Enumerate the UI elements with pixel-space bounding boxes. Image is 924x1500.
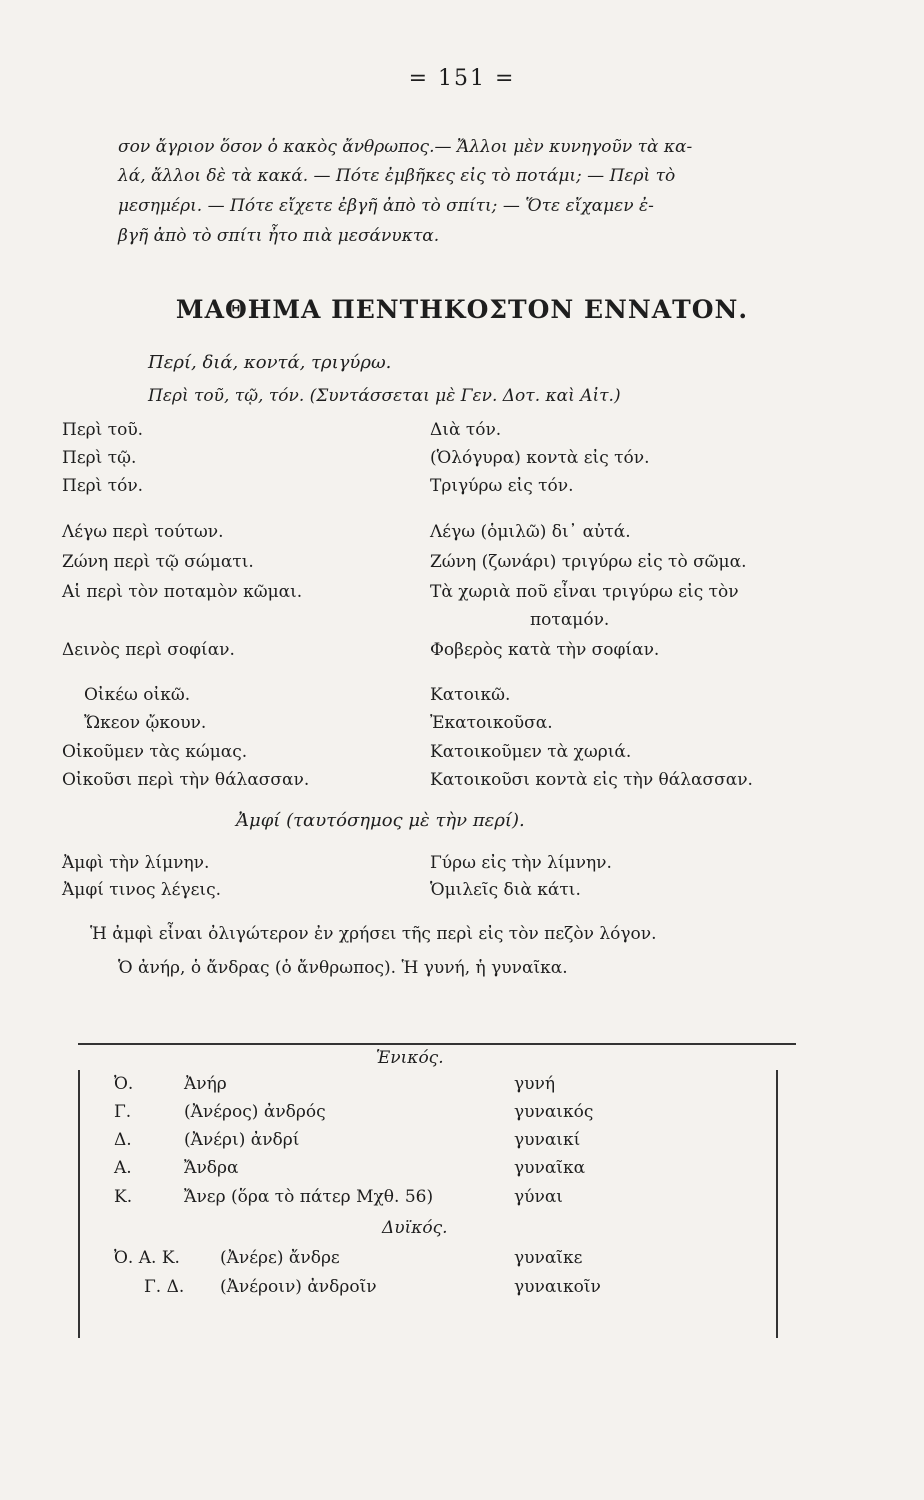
masculine-form: Ἄνερ (ὅρα τὸ πάτερ Μχθ. 56) bbox=[184, 1187, 434, 1207]
phrase-left: Ζώνη περὶ τῷ σώματι. bbox=[62, 552, 254, 572]
phrase-left: Περὶ τόν. bbox=[62, 476, 144, 496]
phrase-left: Ἀμφὶ τὴν λίμνην. bbox=[62, 853, 210, 873]
phrase-right: Κατοικῶ. bbox=[430, 685, 511, 705]
phrase-left: Αἱ περὶ τὸν ποταμὸν κῶμαι. bbox=[62, 582, 303, 602]
masculine-form: (Ἀνέρι) ἀνδρί bbox=[184, 1130, 300, 1150]
feminine-form: γυναικί bbox=[514, 1130, 581, 1150]
table-heading-dual: Δυϊκός. bbox=[382, 1218, 448, 1238]
topic-line: Περί, διά, κοντά, τριγύρω. bbox=[148, 352, 392, 373]
table-top-rule bbox=[78, 1043, 796, 1045]
topic-line: Περὶ τοῦ, τῷ, τόν. (Συντάσσεται μὲ Γεν. Δοτ. καὶ Αἰτ.) bbox=[148, 386, 621, 406]
masculine-form: Ἀνήρ bbox=[184, 1074, 227, 1094]
phrase-right: Λέγω (ὁμιλῶ) δι᾽ αὐτά. bbox=[430, 522, 631, 542]
phrase-left: Οἰκοῦσι περὶ τὴν θάλασσαν. bbox=[62, 770, 310, 790]
phrase-right: Ζώνη (ζωνάρι) τριγύρω εἰς τὸ σῶμα. bbox=[430, 552, 747, 572]
table-right-rule bbox=[776, 1070, 778, 1338]
phrase-right: Κατοικοῦσι κοντὰ εἰς τὴν θάλασσαν. bbox=[430, 770, 753, 790]
phrase-right: (Ὁλόγυρα) κοντὰ εἰς τόν. bbox=[430, 448, 650, 468]
intro-line: σον ἄγριον ὅσον ὁ κακὸς ἄνθρωπος.— Ἄλλοι μὲν κυνηγοῦν τὰ κα- bbox=[118, 137, 693, 157]
case-label: Κ. bbox=[114, 1187, 133, 1207]
phrase-left: Ὤκεον ᾤκουν. bbox=[84, 713, 207, 733]
phrase-left: Περὶ τοῦ. bbox=[62, 420, 144, 440]
case-label: Δ. bbox=[114, 1130, 132, 1150]
masculine-form: Ἄνδρα bbox=[184, 1158, 239, 1178]
intro-line: βγῆ ἀπὸ τὸ σπίτι ἦτο πιὰ μεσάνυκτα. bbox=[118, 226, 440, 246]
masculine-form: (Ἀνέρος) ἀνδρός bbox=[184, 1102, 326, 1122]
feminine-form: γύναι bbox=[514, 1187, 563, 1207]
intro-line: μεσημέρι. — Πότε εἴχετε ἐβγῆ ἀπὸ τὸ σπίτι; — Ὅτε εἴχαμεν ἐ- bbox=[118, 196, 654, 216]
phrase-right: Ὁμιλεῖς διὰ κάτι. bbox=[430, 880, 581, 900]
feminine-form: γυναικός bbox=[514, 1102, 594, 1122]
phrase-left: Οἰκέω οἰκῶ. bbox=[84, 685, 191, 705]
phrase-left: Οἰκοῦμεν τὰς κώμας. bbox=[62, 742, 248, 762]
feminine-form: γυναικοῖν bbox=[514, 1277, 601, 1297]
note-line: Ἡ ἀμφὶ εἶναι ὀλιγώτερον ἐν χρήσει τῆς περὶ εἰς τὸν πεζὸν λόγον. bbox=[90, 924, 657, 944]
phrase-right: Ἐκατοικοῦσα. bbox=[430, 713, 553, 733]
phrase-right: Διὰ τόν. bbox=[430, 420, 502, 440]
lesson-title: ΜΑΘΗΜΑ ΠΕΝΤΗΚΟΣΤΟΝ ΕΝΝΑΤΟΝ. bbox=[175, 295, 749, 324]
phrase-right: Φοβερὸς κατὰ τὴν σοφίαν. bbox=[430, 640, 660, 660]
phrase-right-continued: ποταμόν. bbox=[530, 610, 610, 630]
intro-line: λά, ἄλλοι δὲ τὰ κακά. — Πότε ἐμβῆκες εἰς τὸ ποτάμι; — Περὶ τὸ bbox=[118, 166, 676, 186]
masculine-form: (Ἀνέροιν) ἀνδροῖν bbox=[220, 1277, 377, 1297]
case-label: Ὀ. Α. Κ. bbox=[114, 1248, 180, 1268]
table-heading-singular: Ἑνικός. bbox=[376, 1048, 444, 1068]
case-label: Ὀ. bbox=[114, 1074, 134, 1094]
phrase-left: Περὶ τῷ. bbox=[62, 448, 137, 468]
amphi-heading: Ἀμφί (ταυτόσημος μὲ τὴν περί). bbox=[236, 810, 525, 831]
case-label: Γ. Δ. bbox=[144, 1277, 185, 1297]
phrase-left: Λέγω περὶ τούτων. bbox=[62, 522, 224, 542]
case-label: Α. bbox=[114, 1158, 132, 1178]
page-number: = 151 = bbox=[408, 66, 516, 91]
feminine-form: γυναῖκε bbox=[514, 1248, 583, 1268]
phrase-right: Τριγύρω εἰς τόν. bbox=[430, 476, 574, 496]
table-left-rule bbox=[78, 1070, 80, 1338]
feminine-form: γυνή bbox=[514, 1074, 556, 1094]
phrase-right: Κατοικοῦμεν τὰ χωριά. bbox=[430, 742, 632, 762]
phrase-right: Τὰ χωριὰ ποῦ εἶναι τριγύρω εἰς τὸν bbox=[430, 582, 739, 602]
phrase-left: Ἀμφί τινος λέγεις. bbox=[62, 880, 222, 900]
examples-line: Ὁ ἀνήρ, ὁ ἄνδρας (ὁ ἄνθρωπος). Ἡ γυνή, ἡ γυναῖκα. bbox=[118, 958, 568, 978]
masculine-form: (Ἀνέρε) ἄνδρε bbox=[220, 1248, 340, 1268]
case-label: Γ. bbox=[114, 1102, 132, 1122]
phrase-right: Γύρω εἰς τὴν λίμνην. bbox=[430, 853, 612, 873]
phrase-left: Δεινὸς περὶ σοφίαν. bbox=[62, 640, 235, 660]
feminine-form: γυναῖκα bbox=[514, 1158, 586, 1178]
